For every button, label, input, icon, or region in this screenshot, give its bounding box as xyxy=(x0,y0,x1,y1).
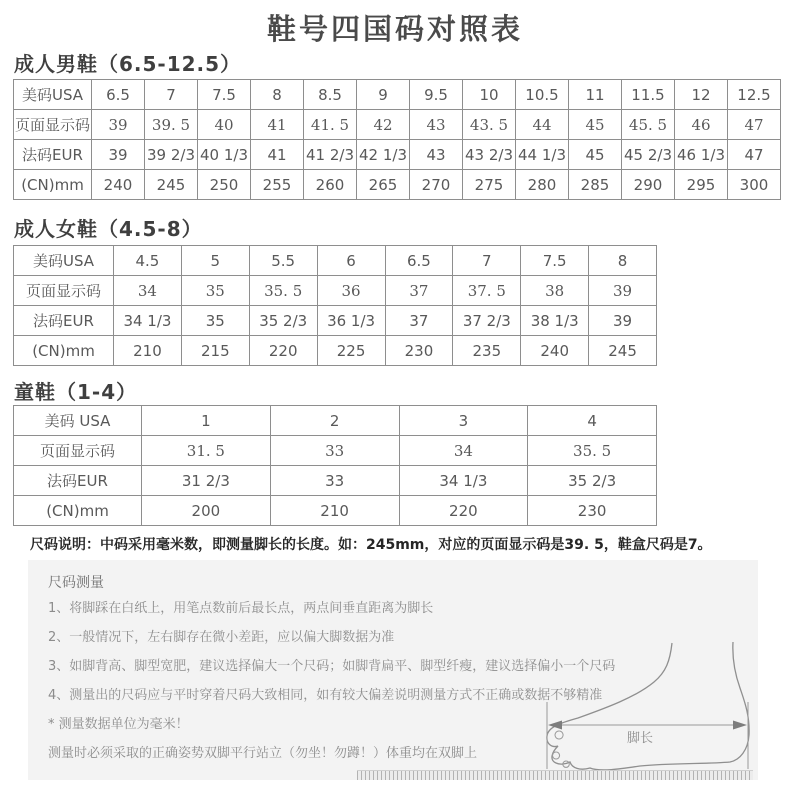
table-cell: 4 xyxy=(528,406,657,436)
measurement-tip: 4、测量出的尺码应与平时穿着尺码大致相同，如有较大偏差说明测量方式不正确或数据不够精准 xyxy=(48,688,603,703)
table-cell: 5 xyxy=(181,246,249,276)
table-cell: 6.5 xyxy=(92,80,145,110)
table-cell: 230 xyxy=(528,496,657,526)
table-row xyxy=(14,140,781,170)
table-cell: 45 xyxy=(569,110,622,140)
table-cell: 39 xyxy=(92,140,145,170)
table-cell: 35 xyxy=(181,306,249,336)
table-cell: 46 1/3 xyxy=(675,140,728,170)
table-cell: 250 xyxy=(198,170,251,200)
row-header-cell: 页面显示码 xyxy=(14,110,92,140)
table-cell: 210 xyxy=(270,496,399,526)
foot-outline-path xyxy=(547,642,749,770)
table-cell: 7.5 xyxy=(521,246,589,276)
table-row xyxy=(14,436,657,466)
table-cell: 9.5 xyxy=(410,80,463,110)
table-cell: 42 1/3 xyxy=(357,140,410,170)
women-size-table xyxy=(13,245,657,366)
row-header-cell: (CN)mm xyxy=(14,170,92,200)
table-cell: 39. 5 xyxy=(145,110,198,140)
table-cell: 45 2/3 xyxy=(622,140,675,170)
table-cell: 41 xyxy=(251,140,304,170)
row-header-cell: 法码EUR xyxy=(14,306,114,336)
table-cell: 270 xyxy=(410,170,463,200)
table-cell: 7 xyxy=(453,246,521,276)
table-cell: 210 xyxy=(114,336,182,366)
section-heading-men: 成人男鞋（6.5-12.5） xyxy=(14,52,242,76)
row-header-cell: 页面显示码 xyxy=(14,436,142,466)
table-cell: 215 xyxy=(181,336,249,366)
row-header-cell: (CN)mm xyxy=(14,496,142,526)
measurement-tips-list xyxy=(48,594,615,768)
row-header-cell: 法码EUR xyxy=(14,466,142,496)
table-cell: 35. 5 xyxy=(249,276,317,306)
foot-outline-drawing xyxy=(540,630,765,785)
table-cell: 240 xyxy=(521,336,589,366)
page-title: 鞋号四国码对照表 xyxy=(266,12,523,46)
table-cell: 34 1/3 xyxy=(399,466,528,496)
table-cell: 255 xyxy=(251,170,304,200)
table-cell: 285 xyxy=(569,170,622,200)
table-cell: 265 xyxy=(357,170,410,200)
measurement-tip: 测量时必须采取的正确姿势双脚平行站立（勿坐！勿蹲！）体重均在双脚上 xyxy=(48,746,478,761)
table-row xyxy=(14,110,781,140)
table-cell: 39 2/3 xyxy=(145,140,198,170)
table-cell: 220 xyxy=(249,336,317,366)
table-cell: 11 xyxy=(569,80,622,110)
table-cell: 10 xyxy=(463,80,516,110)
table-cell: 6 xyxy=(317,246,385,276)
table-row xyxy=(14,496,657,526)
measurement-tips-title: 尺码测量 xyxy=(48,575,104,591)
section-heading-kids: 童鞋（1-4） xyxy=(14,380,138,404)
table-cell: 9 xyxy=(357,80,410,110)
foot-length-label: 脚长 xyxy=(627,731,654,746)
row-header-cell: (CN)mm xyxy=(14,336,114,366)
table-row xyxy=(14,276,657,306)
men-size-table xyxy=(13,79,781,200)
table-cell: 11.5 xyxy=(622,80,675,110)
table-cell: 35. 5 xyxy=(528,436,657,466)
row-header-cell: 页面显示码 xyxy=(14,276,114,306)
table-cell: 33 xyxy=(270,436,399,466)
table-cell: 39 xyxy=(589,306,657,336)
table-cell: 290 xyxy=(622,170,675,200)
table-cell: 200 xyxy=(142,496,271,526)
row-header-cell: 美码USA xyxy=(14,80,92,110)
table-cell: 3 xyxy=(399,406,528,436)
table-cell: 43 xyxy=(410,110,463,140)
table-cell: 35 xyxy=(181,276,249,306)
table-cell: 39 xyxy=(589,276,657,306)
table-cell: 46 xyxy=(675,110,728,140)
table-cell: 47 xyxy=(728,140,781,170)
table-cell: 36 xyxy=(317,276,385,306)
table-cell: 45 xyxy=(569,140,622,170)
table-cell: 37. 5 xyxy=(453,276,521,306)
table-cell: 260 xyxy=(304,170,357,200)
table-cell: 37 2/3 xyxy=(453,306,521,336)
table-cell: 230 xyxy=(385,336,453,366)
table-cell: 6.5 xyxy=(385,246,453,276)
table-row xyxy=(14,336,657,366)
table-cell: 7 xyxy=(145,80,198,110)
table-row xyxy=(14,306,657,336)
table-cell: 300 xyxy=(728,170,781,200)
table-row xyxy=(14,466,657,496)
table-row xyxy=(14,406,657,436)
table-cell: 245 xyxy=(145,170,198,200)
table-cell: 1 xyxy=(142,406,271,436)
table-cell: 42 xyxy=(357,110,410,140)
table-cell: 44 xyxy=(516,110,569,140)
table-cell: 280 xyxy=(516,170,569,200)
table-cell: 8.5 xyxy=(304,80,357,110)
table-cell: 275 xyxy=(463,170,516,200)
toe-detail-curl xyxy=(553,752,560,759)
ruler-graphic xyxy=(357,770,753,780)
measurement-tip: 1、将脚踩在白纸上，用笔点数前后最长点，两点间垂直距离为脚长 xyxy=(48,601,434,616)
table-cell: 41 xyxy=(251,110,304,140)
row-header-cell: 美码USA xyxy=(14,246,114,276)
row-header-cell: 法码EUR xyxy=(14,140,92,170)
table-cell: 35 2/3 xyxy=(528,466,657,496)
table-cell: 43 2/3 xyxy=(463,140,516,170)
table-cell: 37 xyxy=(385,276,453,306)
table-cell: 34 xyxy=(399,436,528,466)
table-cell: 44 1/3 xyxy=(516,140,569,170)
table-cell: 245 xyxy=(589,336,657,366)
table-cell: 235 xyxy=(453,336,521,366)
table-cell: 10.5 xyxy=(516,80,569,110)
measurement-tip: 3、如脚背高、脚型宽肥，建议选择偏大一个尺码；如脚背扁平、脚型纤瘦，建议选择偏小一个尺码 xyxy=(48,659,616,674)
table-cell: 43. 5 xyxy=(463,110,516,140)
size-note: 尺码说明：中码采用毫米数，即测量脚长的长度。如：245mm，对应的页面显示码是39. 5，鞋盒尺码是7。 xyxy=(30,537,712,553)
table-cell: 45. 5 xyxy=(622,110,675,140)
table-cell: 225 xyxy=(317,336,385,366)
table-cell: 295 xyxy=(675,170,728,200)
table-cell: 8 xyxy=(251,80,304,110)
table-cell: 12 xyxy=(675,80,728,110)
table-cell: 34 xyxy=(114,276,182,306)
table-row xyxy=(14,170,781,200)
measurement-tip: * 测量数据单位为毫米！ xyxy=(48,717,189,732)
table-cell: 41 2/3 xyxy=(304,140,357,170)
table-cell: 47 xyxy=(728,110,781,140)
section-heading-women: 成人女鞋（4.5-8） xyxy=(14,217,203,241)
table-cell: 36 1/3 xyxy=(317,306,385,336)
table-cell: 240 xyxy=(92,170,145,200)
table-row xyxy=(14,246,657,276)
table-cell: 40 xyxy=(198,110,251,140)
table-cell: 35 2/3 xyxy=(249,306,317,336)
table-cell: 39 xyxy=(92,110,145,140)
table-cell: 31 2/3 xyxy=(142,466,271,496)
table-cell: 41. 5 xyxy=(304,110,357,140)
table-cell: 220 xyxy=(399,496,528,526)
table-cell: 2 xyxy=(270,406,399,436)
table-cell: 33 xyxy=(270,466,399,496)
table-cell: 5.5 xyxy=(249,246,317,276)
table-cell: 40 1/3 xyxy=(198,140,251,170)
table-row xyxy=(14,80,781,110)
kids-size-table xyxy=(13,405,657,526)
toe-detail-curl xyxy=(555,731,563,739)
table-cell: 31. 5 xyxy=(142,436,271,466)
row-header-cell: 美码 USA xyxy=(14,406,142,436)
measurement-tip: 2、一般情况下，左右脚存在微小差距，应以偏大脚数据为准 xyxy=(48,630,395,645)
table-cell: 38 1/3 xyxy=(521,306,589,336)
table-cell: 38 xyxy=(521,276,589,306)
table-cell: 37 xyxy=(385,306,453,336)
table-cell: 8 xyxy=(589,246,657,276)
table-cell: 43 xyxy=(410,140,463,170)
table-cell: 12.5 xyxy=(728,80,781,110)
table-cell: 4.5 xyxy=(114,246,182,276)
table-cell: 7.5 xyxy=(198,80,251,110)
table-cell: 34 1/3 xyxy=(114,306,182,336)
